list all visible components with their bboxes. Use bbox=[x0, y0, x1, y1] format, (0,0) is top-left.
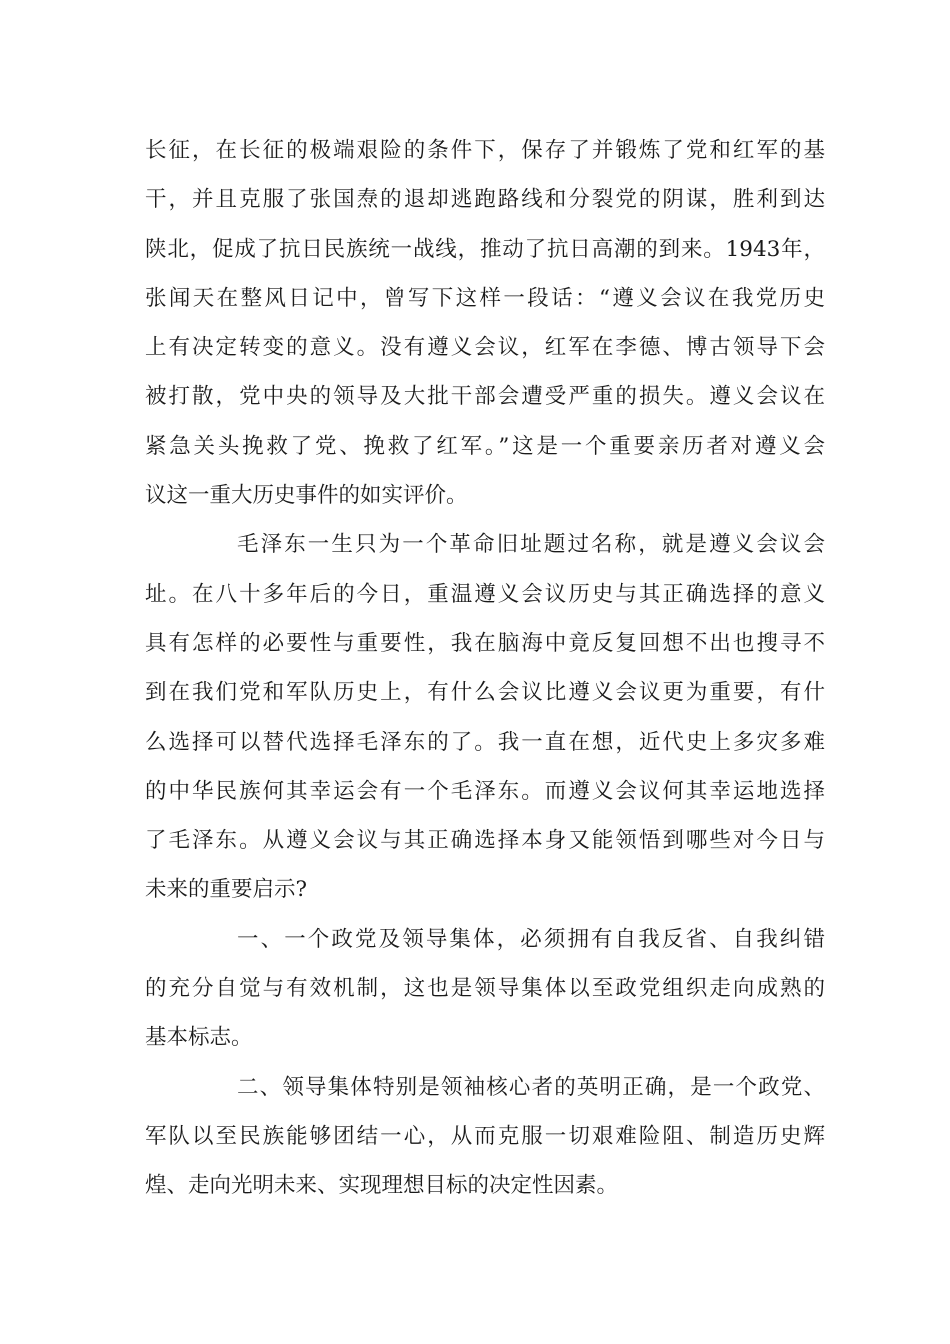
text-line: 具有怎样的必要性与重要性，我在脑海中竟反复回想不出也搜寻不 bbox=[145, 630, 825, 656]
text-line: 到在我们党和军队历史上，有什么会议比遵义会议更为重要，有什 bbox=[145, 680, 825, 706]
text-line: 长征，在长征的极端艰险的条件下，保存了并锻炼了党和红军的基 bbox=[145, 138, 825, 163]
text-line: 二、领导集体特别是领袖核心者的英明正确，是一个政党、 bbox=[237, 1074, 825, 1100]
text-line: 址。在八十多年后的今日，重温遵义会议历史与其正确选择的意义 bbox=[145, 581, 825, 607]
text-line: 被打散，党中央的领导及大批干部会遭受严重的损失。遵义会议在 bbox=[145, 384, 825, 410]
text-line: 张闻天在整风日记中，曾写下这样一段话：“遵义会议在我党历史 bbox=[145, 285, 825, 311]
text-line: 陕北，促成了抗日民族统一战线，推动了抗日高潮的到来。1943年， bbox=[145, 236, 825, 262]
text-line: 煌、走向光明未来、实现理想目标的决定性因素。 bbox=[145, 1173, 619, 1199]
text-line: 么选择可以替代选择毛泽东的了。我一直在想，近代史上多灾多难 bbox=[145, 729, 825, 755]
text-line: 军队以至民族能够团结一心，从而克服一切艰难险阻、制造历史辉 bbox=[145, 1123, 825, 1149]
text-line: 未来的重要启示? bbox=[145, 877, 308, 903]
text-line: 上有决定转变的意义。没有遵义会议，红军在李德、博古领导下会 bbox=[145, 335, 825, 361]
text-line: 基本标志。 bbox=[145, 1025, 253, 1051]
text-line: 了毛泽东。从遵义会议与其正确选择本身又能领悟到哪些对今日与 bbox=[145, 828, 825, 854]
text-line: 紧急关头挽救了党、挽救了红军。”这是一个重要亲历者对遵义会 bbox=[145, 433, 825, 459]
text-line: 议这一重大历史事件的如实评价。 bbox=[145, 483, 468, 509]
text-line: 干，并且克服了张国焘的退却逃跑路线和分裂党的阴谋，胜利到达 bbox=[145, 187, 825, 213]
text-line: 的充分自觉与有效机制，这也是领导集体以至政党组织走向成熟的 bbox=[145, 976, 825, 1002]
body-text bbox=[145, 126, 825, 1211]
text-line: 一、一个政党及领导集体，必须拥有自我反省、自我纠错 bbox=[237, 926, 825, 952]
text-line: 的中华民族何其幸运会有一个毛泽东。而遵义会议何其幸运地选择 bbox=[145, 778, 825, 804]
text-line: 毛泽东一生只为一个革命旧址题过名称，就是遵义会议会 bbox=[237, 532, 825, 558]
